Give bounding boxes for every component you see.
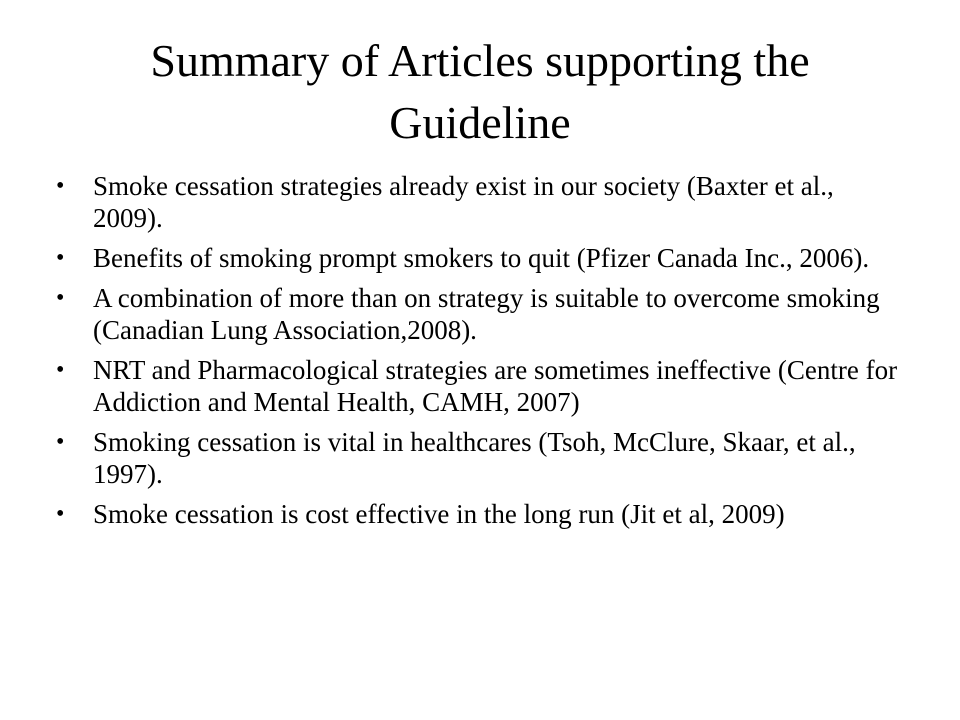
bullet-icon: •	[56, 429, 65, 455]
bullet-icon: •	[56, 245, 65, 271]
list-item	[48, 242, 908, 274]
list-item	[48, 282, 908, 346]
bullet-icon: •	[56, 173, 65, 199]
bullet-icon: •	[56, 285, 65, 311]
bullet-text: A combination of more than on strategy is suitable to overcome smoking (Canadian Lung Association,2008).	[93, 283, 880, 345]
list-item	[48, 498, 908, 530]
slide-title: Summary of Articles supporting the Guideline	[150, 35, 810, 148]
bullet-text: Benefits of smoking prompt smokers to quit (Pfizer Canada Inc., 2006).	[93, 243, 870, 273]
bullet-text: Smoke cessation strategies already exist in our society (Baxter et al., 2009).	[93, 171, 834, 233]
bullet-list	[48, 170, 908, 538]
list-item	[48, 426, 908, 490]
bullet-icon: •	[56, 357, 65, 383]
bullet-text: NRT and Pharmacological strategies are sometimes ineffective (Centre for Addiction and Mental Health, CAMH, 2007)	[93, 355, 898, 417]
bullet-text: Smoke cessation is cost effective in the long run (Jit et al, 2009)	[93, 499, 785, 529]
bullet-text: Smoking cessation is vital in healthcares (Tsoh, McClure, Skaar, et al., 1997).	[93, 427, 856, 489]
bullet-icon: •	[56, 501, 65, 527]
list-item	[48, 170, 908, 234]
list-item	[48, 354, 908, 418]
